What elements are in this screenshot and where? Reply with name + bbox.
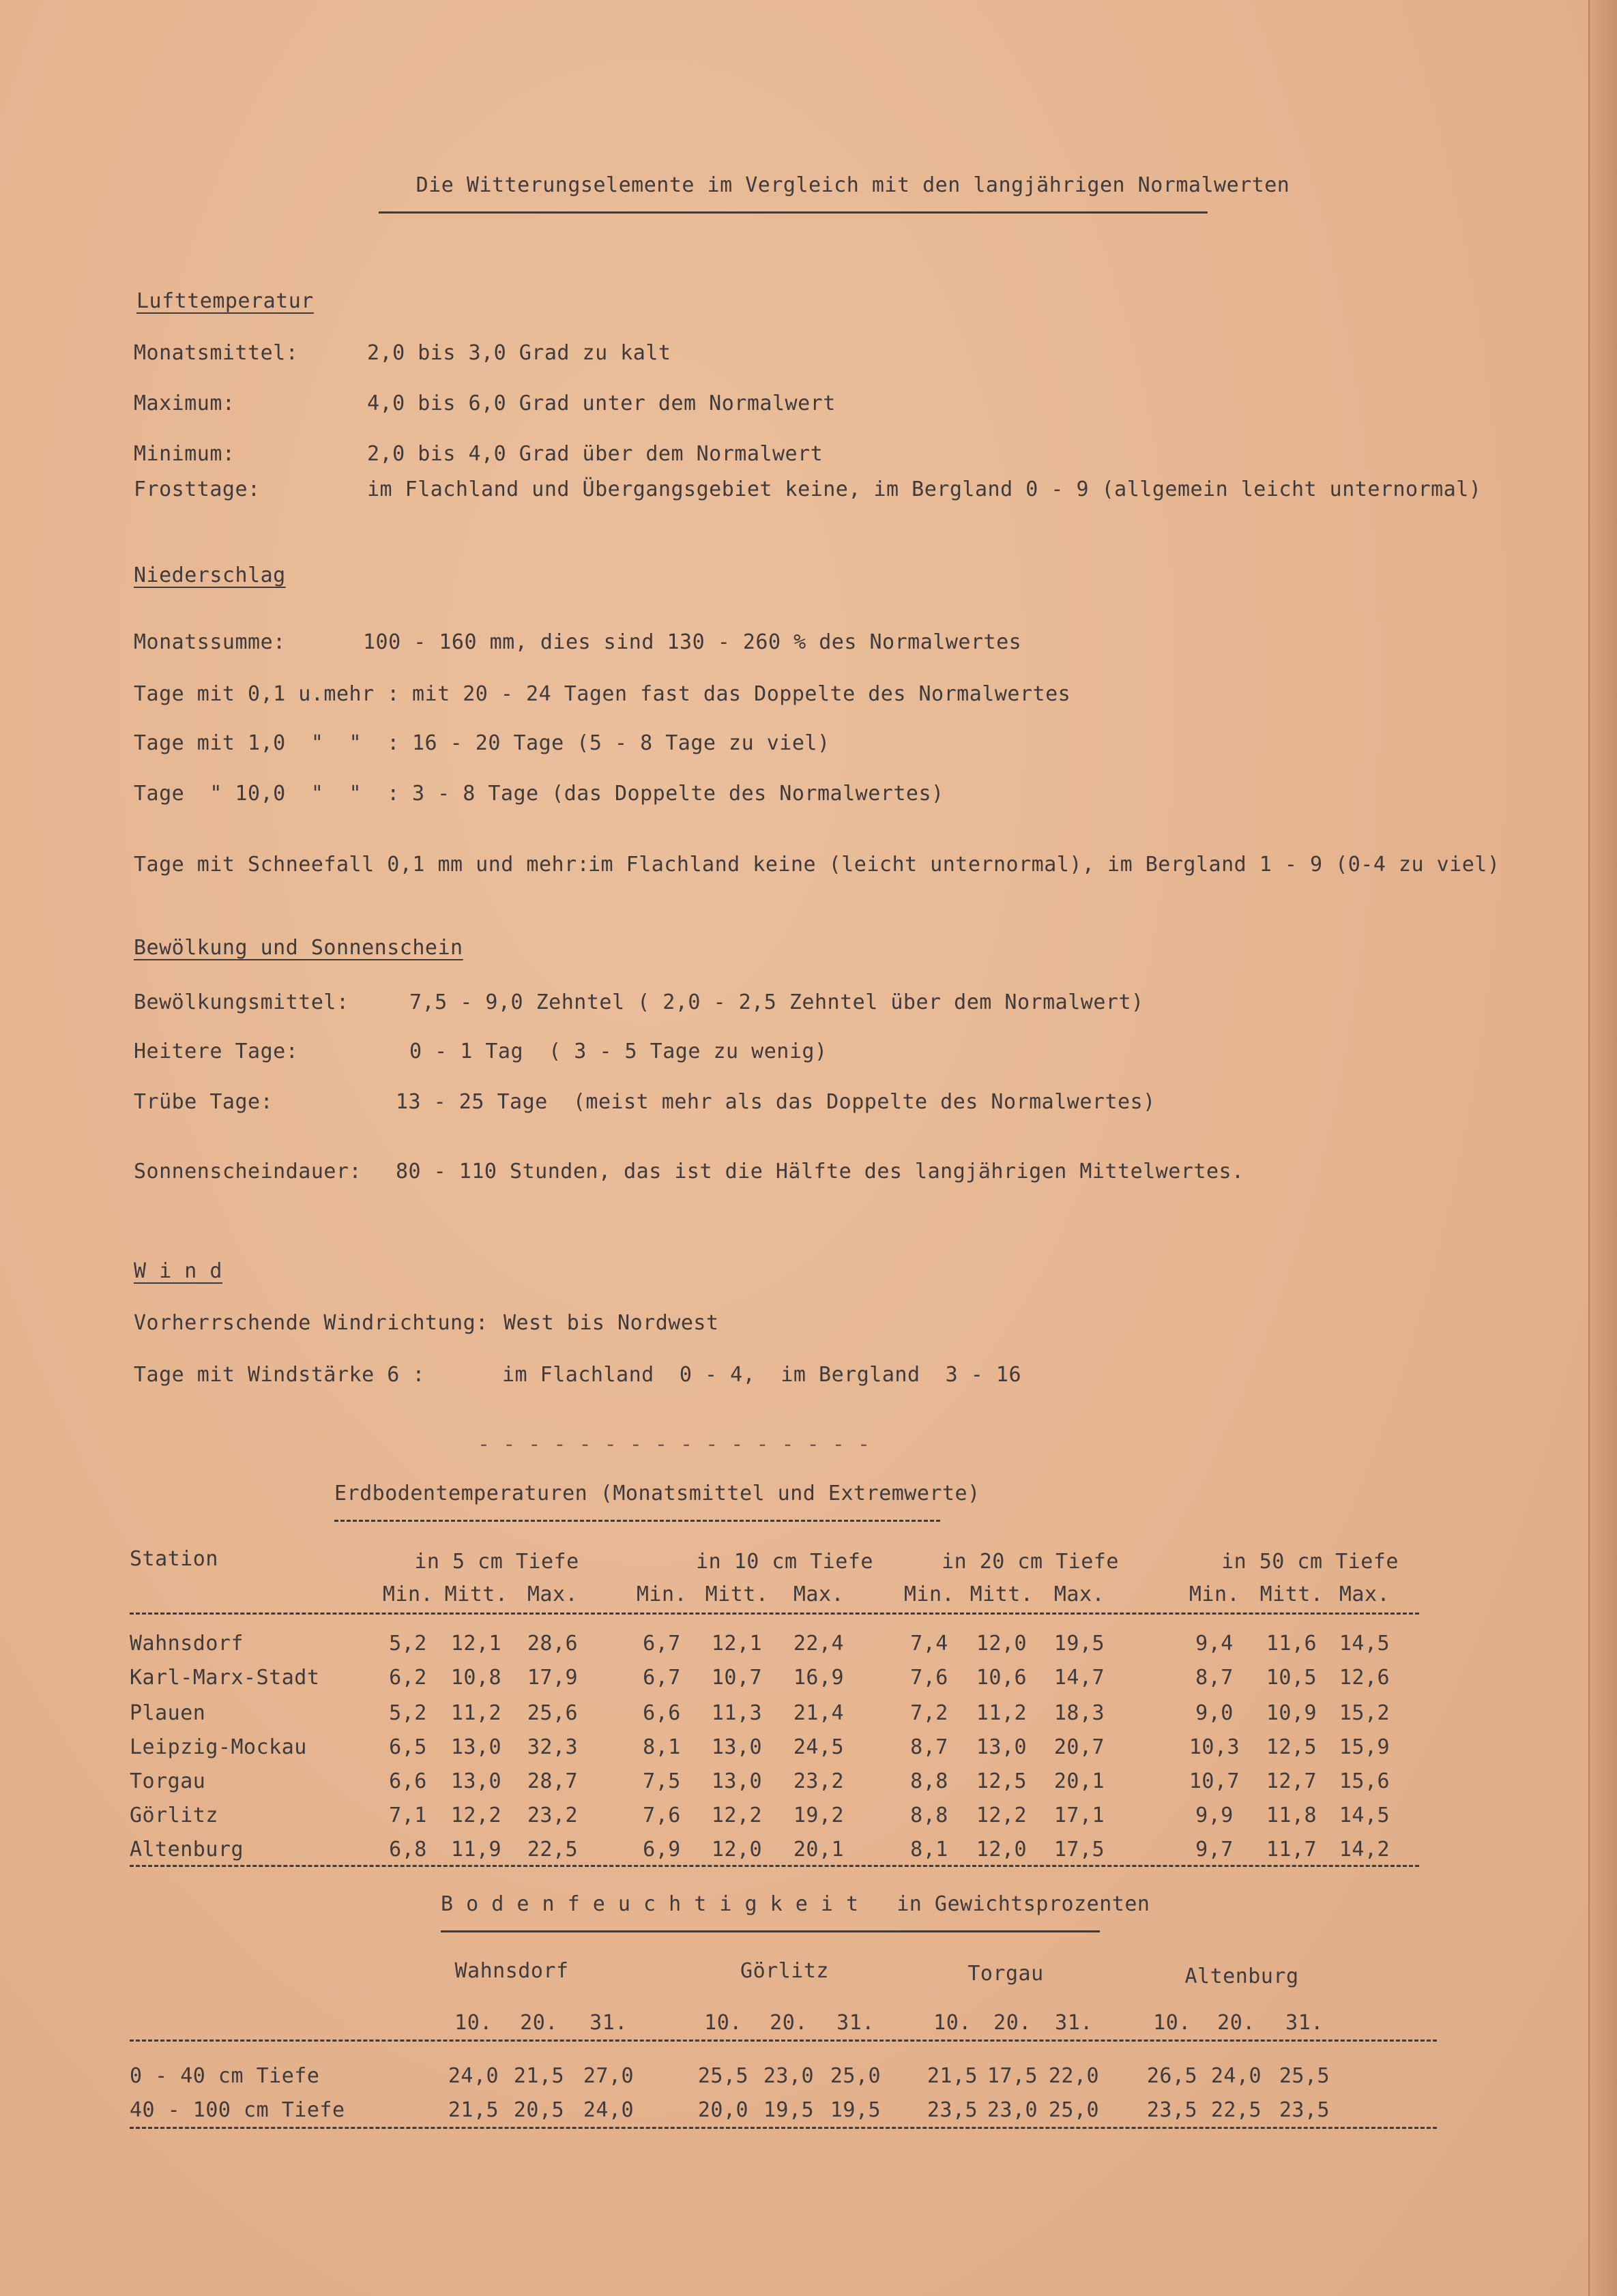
bodenfeuchte-date-header: 31. bbox=[1285, 2011, 1324, 2035]
erdboden-station-name: Altenburg bbox=[130, 1838, 244, 1861]
niederschlag-label: Tage " 10,0 " " : bbox=[134, 782, 400, 806]
erdboden-subheader: Mitt. bbox=[444, 1583, 508, 1606]
erdboden-cell: 12,7 bbox=[1266, 1769, 1317, 1793]
erdboden-cell: 19,2 bbox=[793, 1804, 845, 1827]
lufttemperatur-label: Minimum: bbox=[134, 442, 235, 466]
bodenfeuchte-station-header: Altenburg bbox=[1184, 1964, 1299, 1988]
lufttemperatur-value: im Flachland und Übergangsgebiet keine, im Bergland 0 - 9 (allgemein leicht unternormal) bbox=[367, 477, 1482, 501]
erdboden-cell: 12,2 bbox=[450, 1804, 502, 1827]
erdboden-cell: 17,5 bbox=[1053, 1838, 1105, 1861]
erdboden-cell: 13,0 bbox=[711, 1769, 763, 1793]
bodenfeuchte-cell: 17,5 bbox=[987, 2064, 1038, 2088]
bewoelkung-value: 13 - 25 Tage (meist mehr als das Doppelte des Normalwertes) bbox=[396, 1090, 1156, 1114]
erdboden-cell: 10,5 bbox=[1266, 1666, 1317, 1690]
erdboden-cell: 15,6 bbox=[1339, 1769, 1390, 1793]
erdboden-depth-header: in 50 cm Tiefe bbox=[1221, 1550, 1399, 1574]
erdboden-cell: 10,6 bbox=[976, 1666, 1028, 1690]
erdboden-cell: 12,6 bbox=[1339, 1666, 1390, 1690]
bodenfeuchte-station-header: Wahnsdorf bbox=[454, 1959, 569, 1983]
erdboden-station-name: Görlitz bbox=[130, 1804, 218, 1827]
erdboden-cell: 7,6 bbox=[910, 1666, 948, 1690]
erdboden-cell: 10,7 bbox=[1189, 1769, 1240, 1793]
erdboden-cell: 8,7 bbox=[1195, 1666, 1234, 1690]
erdboden-cell: 11,2 bbox=[976, 1701, 1028, 1725]
bodenfeuchte-cell: 25,0 bbox=[830, 2064, 882, 2088]
erdboden-cell: 22,5 bbox=[527, 1838, 579, 1861]
bodenfeuchte-cell: 25,0 bbox=[1048, 2098, 1100, 2122]
erdboden-cell: 6,7 bbox=[643, 1666, 681, 1690]
bodenfeuchte-header-rule bbox=[130, 2040, 1437, 2042]
bodenfeuchte-cell: 23,0 bbox=[987, 2098, 1038, 2122]
niederschlag-label: Tage mit 0,1 u.mehr : bbox=[134, 682, 400, 706]
erdboden-cell: 22,4 bbox=[793, 1632, 845, 1655]
erdboden-bottom-rule bbox=[130, 1865, 1419, 1867]
bodenfeuchte-date-header: 10. bbox=[1153, 2011, 1191, 2035]
erdboden-cell: 20,1 bbox=[1053, 1769, 1105, 1793]
erdboden-cell: 12,0 bbox=[976, 1838, 1028, 1861]
erdboden-cell: 16,9 bbox=[793, 1666, 845, 1690]
erdboden-subheader: Min. bbox=[903, 1583, 955, 1606]
lufttemperatur-label: Maximum: bbox=[134, 392, 235, 415]
document-title: Die Witterungselemente im Vergleich mit den langjährigen Normalwerten bbox=[416, 173, 1290, 197]
erdboden-station-name: Karl-Marx-Stadt bbox=[130, 1666, 320, 1690]
erdboden-cell: 24,5 bbox=[793, 1735, 845, 1759]
erdboden-cell: 6,5 bbox=[389, 1735, 427, 1759]
erdboden-subheader: Mitt. bbox=[970, 1583, 1034, 1606]
bodenfeuchte-cell: 27,0 bbox=[583, 2064, 635, 2088]
bodenfeuchte-cell: 22,0 bbox=[1048, 2064, 1100, 2088]
section-heading-wind: W i n d bbox=[134, 1259, 222, 1283]
lufttemperatur-label: Monatsmittel: bbox=[134, 341, 299, 365]
erdboden-title: Erdbodentemperaturen (Monatsmittel und Extremwerte) bbox=[334, 1482, 980, 1505]
erdboden-cell: 14,2 bbox=[1339, 1838, 1390, 1861]
erdboden-cell: 20,1 bbox=[793, 1838, 845, 1861]
erdboden-subheader: Max. bbox=[793, 1583, 845, 1606]
wind-label: Vorherrschende Windrichtung: bbox=[134, 1311, 489, 1335]
bewoelkung-label: Heitere Tage: bbox=[134, 1040, 299, 1063]
bodenfeuchte-date-header: 20. bbox=[1217, 2011, 1255, 2035]
erdboden-cell: 19,5 bbox=[1053, 1632, 1105, 1655]
niederschlag-value: 16 - 20 Tage (5 - 8 Tage zu viel) bbox=[412, 731, 830, 755]
erdboden-cell: 10,9 bbox=[1266, 1701, 1317, 1725]
wind-value: West bis Nordwest bbox=[504, 1311, 719, 1335]
erdboden-cell: 11,9 bbox=[450, 1838, 502, 1861]
niederschlag-value: 3 - 8 Tage (das Doppelte des Normalwertes) bbox=[412, 782, 944, 806]
erdboden-cell: 6,6 bbox=[389, 1769, 427, 1793]
niederschlag-label: Monatssumme: bbox=[134, 630, 286, 654]
erdboden-cell: 6,2 bbox=[389, 1666, 427, 1690]
niederschlag-value: mit 20 - 24 Tagen fast das Doppelte des Normalwertes bbox=[412, 682, 1071, 706]
bodenfeuchte-date-header: 31. bbox=[836, 2011, 875, 2035]
bewoelkung-value: 80 - 110 Stunden, das ist die Hälfte des langjährigen Mittelwertes. bbox=[396, 1160, 1244, 1183]
erdboden-cell: 6,9 bbox=[643, 1838, 681, 1861]
wind-value: im Flachland 0 - 4, im Bergland 3 - 16 bbox=[502, 1363, 1022, 1387]
niederschlag-label: Tage mit Schneefall 0,1 mm und mehr: bbox=[134, 853, 590, 877]
erdboden-cell: 15,2 bbox=[1339, 1701, 1390, 1725]
bodenfeuchte-cell: 20,5 bbox=[513, 2098, 565, 2122]
lufttemperatur-value: 2,0 bis 4,0 Grad über dem Normalwert bbox=[367, 442, 824, 466]
erdboden-station-name: Torgau bbox=[130, 1769, 206, 1793]
erdboden-cell: 12,0 bbox=[711, 1838, 763, 1861]
erdboden-cell: 18,3 bbox=[1053, 1701, 1105, 1725]
bodenfeuchte-cell: 23,5 bbox=[927, 2098, 978, 2122]
erdboden-depth-header: in 10 cm Tiefe bbox=[696, 1550, 873, 1574]
bewoelkung-label: Trübe Tage: bbox=[134, 1090, 274, 1114]
erdboden-cell: 10,8 bbox=[450, 1666, 502, 1690]
erdboden-cell: 8,8 bbox=[910, 1769, 948, 1793]
erdboden-station-name: Plauen bbox=[130, 1701, 206, 1725]
lufttemperatur-label: Frosttage: bbox=[134, 477, 261, 501]
erdboden-cell: 10,7 bbox=[711, 1666, 763, 1690]
erdboden-cell: 32,3 bbox=[527, 1735, 579, 1759]
bodenfeuchte-cell: 23,5 bbox=[1146, 2098, 1198, 2122]
erdboden-subheader: Min. bbox=[636, 1583, 688, 1606]
erdboden-cell: 9,7 bbox=[1195, 1838, 1234, 1861]
erdboden-cell: 11,6 bbox=[1266, 1632, 1317, 1655]
bodenfeuchte-date-header: 20. bbox=[520, 2011, 558, 2035]
erdboden-cell: 6,7 bbox=[643, 1632, 681, 1655]
erdboden-cell: 7,4 bbox=[910, 1632, 948, 1655]
bodenfeuchte-date-header: 10. bbox=[933, 2011, 972, 2035]
wind-label: Tage mit Windstärke 6 : bbox=[134, 1363, 425, 1387]
bodenfeuchte-cell: 19,5 bbox=[763, 2098, 815, 2122]
erdboden-cell: 15,9 bbox=[1339, 1735, 1390, 1759]
bodenfeuchte-cell: 21,5 bbox=[513, 2064, 565, 2088]
erdboden-cell: 9,0 bbox=[1195, 1701, 1234, 1725]
erdboden-cell: 13,0 bbox=[450, 1735, 502, 1759]
erdboden-cell: 8,1 bbox=[643, 1735, 681, 1759]
title-underline bbox=[379, 211, 1208, 214]
lufttemperatur-value: 4,0 bis 6,0 Grad unter dem Normalwert bbox=[367, 392, 836, 415]
bodenfeuchte-bottom-rule bbox=[130, 2127, 1437, 2129]
erdboden-depth-header: in 20 cm Tiefe bbox=[942, 1550, 1119, 1574]
paper-edge bbox=[1588, 0, 1617, 2296]
erdboden-subheader: Max. bbox=[527, 1583, 579, 1606]
erdboden-cell: 11,3 bbox=[711, 1701, 763, 1725]
niederschlag-value: im Flachland keine (leicht unternormal), im Bergland 1 - 9 (0-4 zu viel) bbox=[588, 853, 1500, 877]
erdboden-subheader: Mitt. bbox=[1259, 1583, 1324, 1606]
bodenfeuchte-cell: 21,5 bbox=[448, 2098, 499, 2122]
erdboden-cell: 25,6 bbox=[527, 1701, 579, 1725]
bodenfeuchte-cell: 23,5 bbox=[1279, 2098, 1330, 2122]
bodenfeuchte-cell: 24,0 bbox=[1210, 2064, 1262, 2088]
bodenfeuchte-cell: 25,5 bbox=[697, 2064, 749, 2088]
bodenfeuchte-cell: 19,5 bbox=[830, 2098, 882, 2122]
bodenfeuchte-cell: 23,0 bbox=[763, 2064, 815, 2088]
section-heading-bewoelkung: Bewölkung und Sonnenschein bbox=[134, 936, 463, 960]
erdboden-cell: 28,7 bbox=[527, 1769, 579, 1793]
erdboden-cell: 11,8 bbox=[1266, 1804, 1317, 1827]
bodenfeuchte-date-header: 31. bbox=[1055, 2011, 1093, 2035]
bodenfeuchte-station-header: Görlitz bbox=[740, 1959, 829, 1983]
erdboden-cell: 7,1 bbox=[389, 1804, 427, 1827]
erdboden-cell: 12,5 bbox=[1266, 1735, 1317, 1759]
erdboden-cell: 12,2 bbox=[976, 1804, 1028, 1827]
bodenfeuchte-station-header: Torgau bbox=[967, 1962, 1044, 1986]
bodenfeuchte-date-header: 20. bbox=[770, 2011, 808, 2035]
erdboden-cell: 12,2 bbox=[711, 1804, 763, 1827]
erdboden-subheader: Max. bbox=[1339, 1583, 1390, 1606]
erdboden-cell: 13,0 bbox=[450, 1769, 502, 1793]
erdboden-subheader: Mitt. bbox=[705, 1583, 769, 1606]
niederschlag-label: Tage mit 1,0 " " : bbox=[134, 731, 400, 755]
bodenfeuchte-date-header: 10. bbox=[454, 2011, 493, 2035]
bodenfeuchte-title-underline bbox=[441, 1930, 1100, 1932]
erdboden-cell: 11,7 bbox=[1266, 1838, 1317, 1861]
bodenfeuchte-cell: 24,0 bbox=[583, 2098, 635, 2122]
erdboden-cell: 28,6 bbox=[527, 1632, 579, 1655]
erdboden-cell: 12,5 bbox=[976, 1769, 1028, 1793]
erdboden-cell: 9,9 bbox=[1195, 1804, 1234, 1827]
bodenfeuchte-cell: 20,0 bbox=[697, 2098, 749, 2122]
bodenfeuchte-title: B o d e n f e u c h t i g k e i t in Gewichtsprozenten bbox=[441, 1892, 1150, 1916]
bodenfeuchte-cell: 24,0 bbox=[448, 2064, 499, 2088]
erdboden-cell: 6,8 bbox=[389, 1838, 427, 1861]
erdboden-cell: 11,2 bbox=[450, 1701, 502, 1725]
bodenfeuchte-cell: 21,5 bbox=[927, 2064, 978, 2088]
erdboden-cell: 7,2 bbox=[910, 1701, 948, 1725]
bodenfeuchte-date-header: 20. bbox=[993, 2011, 1032, 2035]
bodenfeuchte-date-header: 31. bbox=[589, 2011, 628, 2035]
bodenfeuchte-depth-label: 0 - 40 cm Tiefe bbox=[130, 2064, 320, 2088]
bodenfeuchte-depth-label: 40 - 100 cm Tiefe bbox=[130, 2098, 345, 2122]
bodenfeuchte-date-header: 10. bbox=[704, 2011, 742, 2035]
erdboden-subheader: Min. bbox=[382, 1583, 434, 1606]
erdboden-cell: 14,7 bbox=[1053, 1666, 1105, 1690]
bewoelkung-value: 7,5 - 9,0 Zehntel ( 2,0 - 2,5 Zehntel über dem Normalwert) bbox=[409, 990, 1144, 1014]
erdboden-station-name: Leipzig-Mockau bbox=[130, 1735, 307, 1759]
erdboden-header-rule bbox=[130, 1613, 1419, 1615]
bewoelkung-value: 0 - 1 Tag ( 3 - 5 Tage zu wenig) bbox=[409, 1040, 828, 1063]
bodenfeuchte-cell: 22,5 bbox=[1210, 2098, 1262, 2122]
erdboden-cell: 7,6 bbox=[643, 1804, 681, 1827]
erdboden-subheader: Min. bbox=[1189, 1583, 1240, 1606]
erdboden-cell: 5,2 bbox=[389, 1701, 427, 1725]
bodenfeuchte-cell: 25,5 bbox=[1279, 2064, 1330, 2088]
erdboden-cell: 17,9 bbox=[527, 1666, 579, 1690]
erdboden-station-header: Station bbox=[130, 1547, 218, 1571]
erdboden-cell: 12,0 bbox=[976, 1632, 1028, 1655]
erdboden-cell: 13,0 bbox=[976, 1735, 1028, 1759]
erdboden-cell: 9,4 bbox=[1195, 1632, 1234, 1655]
erdboden-station-name: Wahnsdorf bbox=[130, 1632, 244, 1655]
erdboden-cell: 21,4 bbox=[793, 1701, 845, 1725]
erdboden-cell: 5,2 bbox=[389, 1632, 427, 1655]
section-heading-lufttemperatur: Lufttemperatur bbox=[136, 289, 314, 313]
erdboden-cell: 23,2 bbox=[793, 1769, 845, 1793]
erdboden-cell: 12,1 bbox=[450, 1632, 502, 1655]
erdboden-depth-header: in 5 cm Tiefe bbox=[414, 1550, 579, 1574]
bewoelkung-label: Sonnenscheindauer: bbox=[134, 1160, 362, 1183]
erdboden-cell: 14,5 bbox=[1339, 1804, 1390, 1827]
erdboden-cell: 12,1 bbox=[711, 1632, 763, 1655]
erdboden-cell: 6,6 bbox=[643, 1701, 681, 1725]
erdboden-cell: 17,1 bbox=[1053, 1804, 1105, 1827]
erdboden-cell: 13,0 bbox=[711, 1735, 763, 1759]
erdboden-cell: 8,8 bbox=[910, 1804, 948, 1827]
erdboden-cell: 20,7 bbox=[1053, 1735, 1105, 1759]
niederschlag-value: 100 - 160 mm, dies sind 130 - 260 % des Normalwertes bbox=[363, 630, 1022, 654]
erdboden-subheader: Max. bbox=[1053, 1583, 1105, 1606]
erdboden-cell: 7,5 bbox=[643, 1769, 681, 1793]
bewoelkung-label: Bewölkungsmittel: bbox=[134, 990, 349, 1014]
section-heading-niederschlag: Niederschlag bbox=[134, 563, 286, 587]
erdboden-cell: 8,1 bbox=[910, 1838, 948, 1861]
bodenfeuchte-cell: 26,5 bbox=[1146, 2064, 1198, 2088]
erdboden-cell: 23,2 bbox=[527, 1804, 579, 1827]
section-separator: - - - - - - - - - - - - - - - - bbox=[478, 1432, 871, 1456]
erdboden-cell: 14,5 bbox=[1339, 1632, 1390, 1655]
erdboden-cell: 10,3 bbox=[1189, 1735, 1240, 1759]
erdboden-title-underline bbox=[334, 1520, 940, 1522]
erdboden-cell: 8,7 bbox=[910, 1735, 948, 1759]
lufttemperatur-value: 2,0 bis 3,0 Grad zu kalt bbox=[367, 341, 671, 365]
